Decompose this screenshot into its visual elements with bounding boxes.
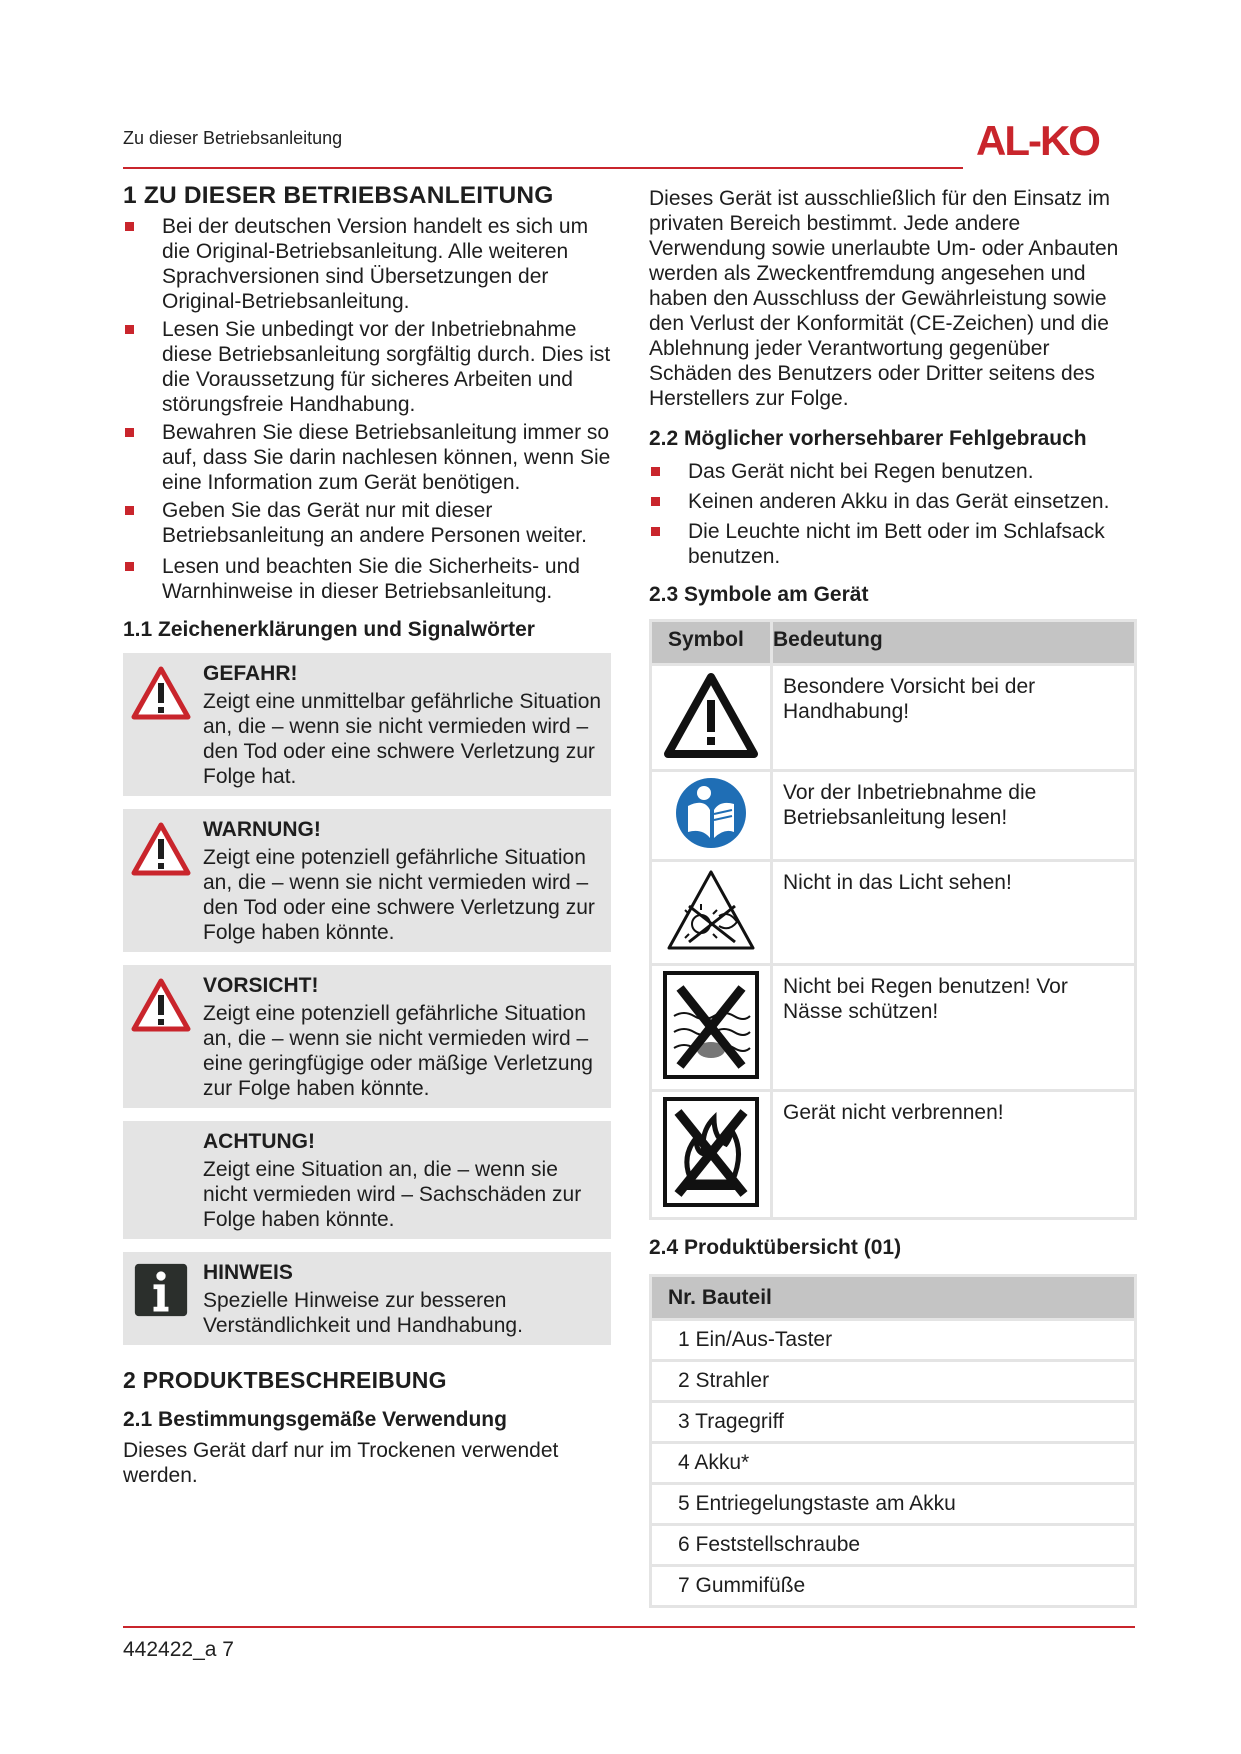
table-row: [651, 1402, 1136, 1443]
part-cell: [651, 1402, 1136, 1443]
no-burn-icon: [662, 1096, 760, 1208]
part-name: Strahler: [695, 1369, 770, 1392]
section-2-2-title: 2.2 Möglicher vorhersehbarer Fehlgebrauch: [649, 427, 1087, 450]
section-1-title: 1 ZU DIESER BETRIEBSANLEITUNG: [123, 182, 554, 209]
page-header-title: Zu dieser Betriebsanleitung: [123, 128, 343, 148]
table-row: [651, 771, 1136, 861]
signal-text: Zeigt eine Situation an, die – wenn sie nicht vermieden wird – Sachschäden zur Folge haben könnte.: [203, 1158, 582, 1231]
misuse-list: [649, 459, 1137, 569]
part-cell: [651, 1320, 1136, 1361]
table-row: [651, 1566, 1136, 1607]
table-row: [651, 861, 1136, 965]
section-2-3-title: 2.3 Symbole am Gerät: [649, 583, 869, 606]
signal-box-danger: [123, 653, 611, 796]
right-column: [649, 186, 1137, 1608]
part-name: Tragegriff: [695, 1410, 784, 1433]
table-header-row: [651, 1276, 1136, 1320]
table-row: [651, 1361, 1136, 1402]
list-item: Bei der deutschen Version handelt es sich um die Original-Betriebsanleitung. Alle weiteren Sprachversionen sind Übersetzungen der Original-Betriebsanleitung.: [123, 214, 611, 314]
warning-triangle-icon: [131, 977, 191, 1033]
section-2-1-text: Dieses Gerät darf nur im Trockenen verwendet werden.: [123, 1439, 559, 1487]
table-row: [651, 1525, 1136, 1566]
table-row: [651, 1443, 1136, 1484]
table-header-row: [651, 621, 1136, 665]
part-number: 2: [678, 1369, 690, 1392]
section-2-4-title: 2.4 Produktübersicht (01): [649, 1236, 902, 1259]
part-name: Akku*: [694, 1451, 750, 1474]
part-cell: [651, 1443, 1136, 1484]
table-row: [651, 665, 1136, 771]
part-cell: [651, 1484, 1136, 1525]
list-item: Bewahren Sie diese Betriebsanleitung immer so auf, dass Sie darin nachlesen können, wenn Sie eine Information zum Gerät benötigen.: [123, 420, 611, 495]
table-row: [651, 1484, 1136, 1525]
signal-text: Spezielle Hinweise zur besseren Verständlichkeit und Handhabung.: [203, 1289, 523, 1337]
no-look-into-light-icon: [663, 866, 759, 954]
left-column: [123, 182, 611, 1488]
signal-title: ACHTUNG!: [203, 1130, 315, 1153]
signal-box-note: [123, 1252, 611, 1345]
list-item: Geben Sie das Gerät nur mit dieser Betriebsanleitung an andere Personen weiter.: [123, 498, 611, 548]
table-row: [651, 1320, 1136, 1361]
header-nr-label: Nr.: [668, 1286, 697, 1309]
part-name: Ein/Aus-Taster: [695, 1328, 833, 1351]
section-2-1-title: 2.1 Bestimmungsgemäße Verwendung: [123, 1408, 507, 1431]
intended-use-text: Dieses Gerät ist ausschließlich für den Einsatz im privaten Bereich bestimmt. Jede andere Verwendung sowie unerlaubte Um- oder Anbauten werden als Zweckentfremdung angesehen und haben den Ausschluss der Gewährleistung sowie den Verlust der Konformität (CE-Zeichen) und die Ablehnung jeder Verantwortung gegenüber Schäden des Benutzers oder Dritter seitens des Herstellers zur Folge.: [649, 187, 1119, 410]
table-row: [651, 965, 1136, 1091]
info-icon: [131, 1262, 191, 1318]
signal-title: HINWEIS: [203, 1261, 293, 1284]
column-header-nr: [651, 1276, 1136, 1320]
header-part-label: Bauteil: [701, 1286, 772, 1309]
warning-triangle-icon: [131, 665, 191, 721]
symbol-meaning: Besondere Vorsicht bei der Handhabung!: [772, 665, 1136, 771]
signal-text: Zeigt eine unmittelbar gefährliche Situation an, die – wenn sie nicht vermieden wird – den Tod oder eine schwere Verletzung zur Folge hat.: [203, 690, 602, 788]
warning-triangle-icon: [131, 821, 191, 877]
part-cell: [651, 1525, 1136, 1566]
section-2-title: 2 PRODUKTBESCHREIBUNG: [123, 1367, 447, 1393]
symbol-meaning: Gerät nicht verbrennen!: [772, 1091, 1136, 1219]
part-number: 3: [678, 1410, 690, 1433]
symbol-cell: [651, 771, 772, 861]
parts-table: [649, 1274, 1137, 1608]
footer-divider: [123, 1626, 1135, 1628]
signal-title: WARNUNG!: [203, 818, 321, 841]
no-rain-icon: [662, 970, 760, 1080]
signal-title: GEFAHR!: [203, 662, 298, 685]
header-divider: [123, 167, 963, 169]
list-item: Keinen anderen Akku in das Gerät einsetzen.: [649, 489, 1137, 514]
symbol-meaning: Vor der Inbetriebnahme die Betriebsanleitung lesen!: [772, 771, 1136, 861]
symbol-cell: [651, 861, 772, 965]
part-number: 7: [678, 1574, 690, 1597]
part-number: 5: [678, 1492, 690, 1515]
alko-logo: [976, 118, 1136, 160]
part-name: Entriegelungstaste am Akku: [695, 1492, 956, 1515]
signal-text: Zeigt eine potenziell gefährliche Situation an, die – wenn sie nicht vermieden wird – den Tod oder eine schwere Verletzung zur Folge haben könnte.: [203, 846, 595, 944]
symbol-cell: [651, 965, 772, 1091]
part-cell: [651, 1361, 1136, 1402]
symbols-table: [649, 619, 1137, 1220]
symbol-meaning: Nicht bei Regen benutzen! Vor Nässe schützen!: [772, 965, 1136, 1091]
symbol-cell: [651, 665, 772, 771]
list-item: Lesen Sie unbedingt vor der Inbetriebnahme diese Betriebsanleitung sorgfältig durch. Dies ist die Voraussetzung für sicheres Arbeiten und störungsfreie Handhabung.: [123, 317, 611, 417]
part-cell: [651, 1566, 1136, 1607]
column-header-symbol: Symbol: [651, 621, 772, 665]
logo-text: AL-KO: [976, 118, 1099, 160]
part-name: Gummifüße: [695, 1574, 806, 1597]
document-number: 442422_a 7: [123, 1638, 234, 1661]
part-number: 1: [678, 1328, 690, 1351]
section-1-1-title: 1.1 Zeichenerklärungen und Signalwörter: [123, 618, 535, 641]
list-item: Lesen und beachten Sie die Sicherheits- und Warnhinweise in dieser Betriebsanleitung.: [123, 554, 611, 604]
symbol-meaning: Nicht in das Licht sehen!: [772, 861, 1136, 965]
part-name: Feststellschraube: [695, 1533, 861, 1556]
read-manual-icon: [674, 776, 748, 850]
column-header-meaning: Bedeutung: [772, 621, 1136, 665]
signal-box-warning: [123, 809, 611, 952]
signal-box-attention: [123, 1121, 611, 1239]
signal-box-caution: [123, 965, 611, 1108]
list-item: Die Leuchte nicht im Bett oder im Schlafsack benutzen.: [649, 519, 1137, 569]
symbol-cell: [651, 1091, 772, 1219]
list-item: Das Gerät nicht bei Regen benutzen.: [649, 459, 1137, 484]
part-number: 4: [678, 1451, 690, 1474]
caution-triangle-icon: [663, 670, 759, 760]
signal-title: VORSICHT!: [203, 974, 319, 997]
part-number: 6: [678, 1533, 690, 1556]
table-row: [651, 1091, 1136, 1219]
intro-bullet-list: [123, 214, 611, 604]
signal-text: Zeigt eine potenziell gefährliche Situation an, die – wenn sie nicht vermieden wird – eine geringfügige oder mäßige Verletzung zur Folge haben könnte.: [203, 1002, 593, 1100]
